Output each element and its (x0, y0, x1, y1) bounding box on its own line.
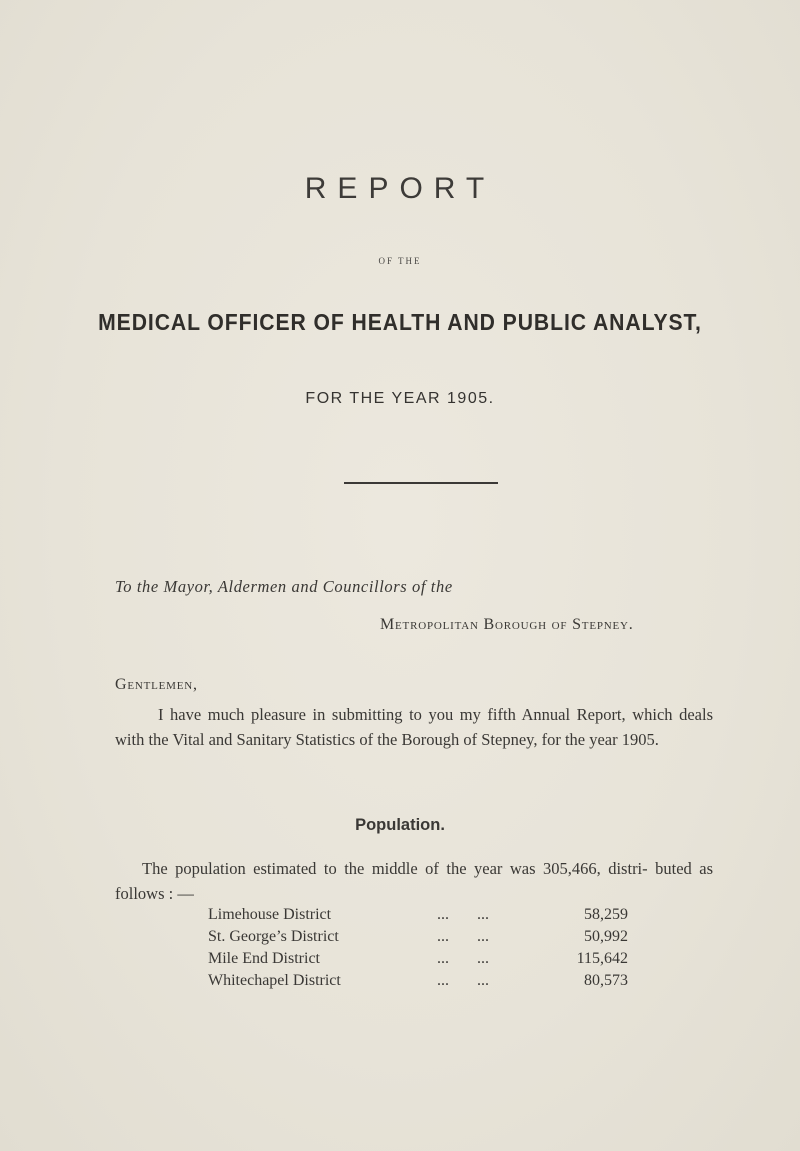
district-name: Whitechapel District (208, 972, 341, 989)
population-value: 50,992 (584, 928, 628, 945)
table-row (208, 928, 628, 950)
address-line-2 (380, 616, 634, 634)
address-line-1: To the Mayor, Aldermen and Councillors of the (115, 577, 453, 596)
leader-dots: ... (477, 906, 489, 923)
report-title: REPORT (304, 172, 496, 205)
population-value: 115,642 (576, 950, 628, 967)
leader-dots: ... (437, 906, 449, 923)
population-heading: Population. (355, 816, 445, 834)
horizontal-rule (344, 482, 498, 484)
leader-dots: ... (437, 950, 449, 967)
leader-dots: ... (477, 972, 489, 989)
table-row (208, 906, 628, 928)
of-the-label: OF THE (378, 256, 422, 266)
intro-paragraph: I have much pleasure in submitting to you my fifth Annual Report, which deals with the Vital and Sanitary Statistics of the Borough of Stepney, for the year 1905. (115, 705, 713, 749)
leader-dots: ... (477, 950, 489, 967)
population-table (208, 906, 628, 994)
population-value: 58,259 (584, 906, 628, 923)
population-paragraph: The population estimated to the middle of the year was 305,466, distri- buted as follows : — (115, 859, 713, 903)
leader-dots: ... (477, 928, 489, 945)
borough-name: Metropolitan Borough of Stepney. (380, 616, 634, 633)
district-name: Limehouse District (208, 906, 332, 923)
table-row (208, 950, 628, 972)
table-row (208, 972, 628, 994)
officer-title: MEDICAL OFFICER OF HEALTH AND PUBLIC ANALYST, (98, 309, 702, 335)
leader-dots: ... (437, 972, 449, 989)
leader-dots: ... (437, 928, 449, 945)
year-line: FOR THE YEAR 1905. (305, 390, 495, 407)
district-name: St. George’s District (208, 928, 339, 945)
salutation: Gentlemen, (115, 676, 198, 693)
population-value: 80,573 (584, 972, 628, 989)
district-name: Mile End District (208, 950, 320, 967)
